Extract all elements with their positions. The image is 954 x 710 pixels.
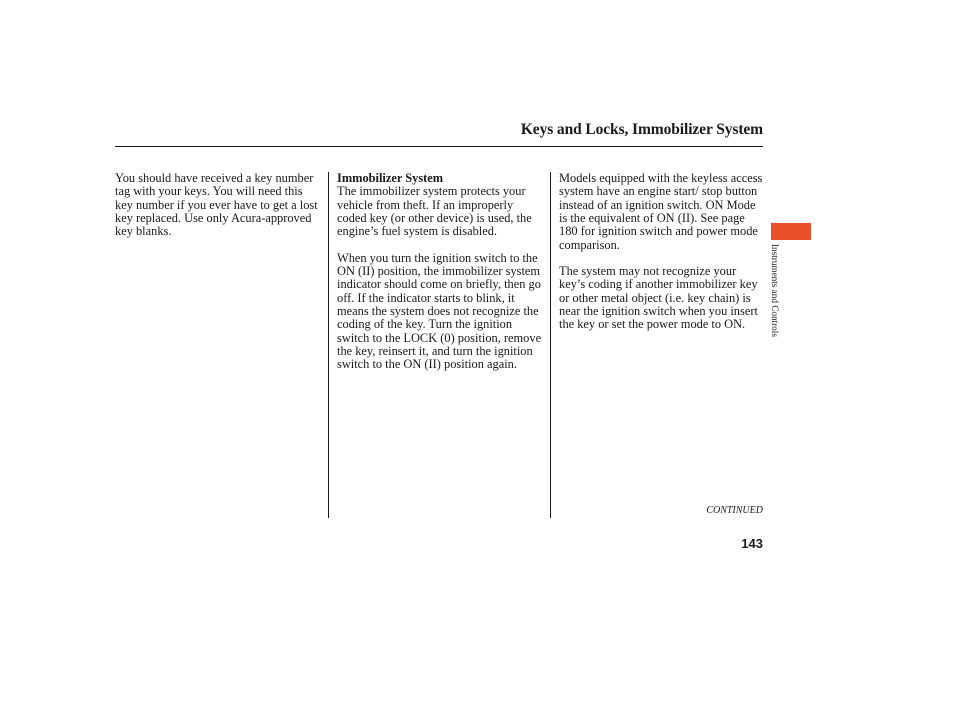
col2-paragraph-2: When you turn the ignition switch to the ON (II) position, the immobilizer system indicator should come on briefly, then go off. If the indicator starts to blink, it means the system does not recognize the coding of the key. Turn the ignition switch to the LOCK (0) position, remove the key, reinsert it, and turn the ignition switch to the ON (II) position again. <box>337 250 542 372</box>
header-divider <box>115 146 763 147</box>
column-3 <box>559 172 764 332</box>
section-tab-marker <box>771 223 811 240</box>
section-tab-label: Instruments and Controls <box>770 244 780 337</box>
col2-paragraph-1: The immobilizer system protects your vehicle from theft. If an improperly coded key (or other device) is used, the engine’s fuel system is disabled. <box>337 184 532 239</box>
column-2 <box>337 172 545 372</box>
page-title: Keys and Locks, Immobilizer System <box>520 121 763 138</box>
page-number: 143 <box>741 536 763 551</box>
col3-paragraph-2: The system may not recognize your key’s coding if another immobilizer key or other metal object (i.e. key chain) is near the ignition switch when you insert the key or set the power mode to ON. <box>559 264 758 332</box>
column-divider-1 <box>328 172 329 518</box>
column-divider-2 <box>550 172 551 518</box>
col1-paragraph-1: You should have received a key number tag with your keys. You will need this key number if you ever have to get a lost key replaced. Use only Acura-approved key blanks. <box>115 171 318 239</box>
section-heading: Immobilizer System <box>337 171 444 185</box>
column-1 <box>115 172 320 239</box>
continued-note: CONTINUED <box>706 505 763 516</box>
col3-paragraph-1: Models equipped with the keyless access system have an engine start/ stop button instead of an ignition switch. ON Mode is the equivalent of ON (II). See page 180 for ignition switch and power mode comparison. <box>559 171 763 252</box>
